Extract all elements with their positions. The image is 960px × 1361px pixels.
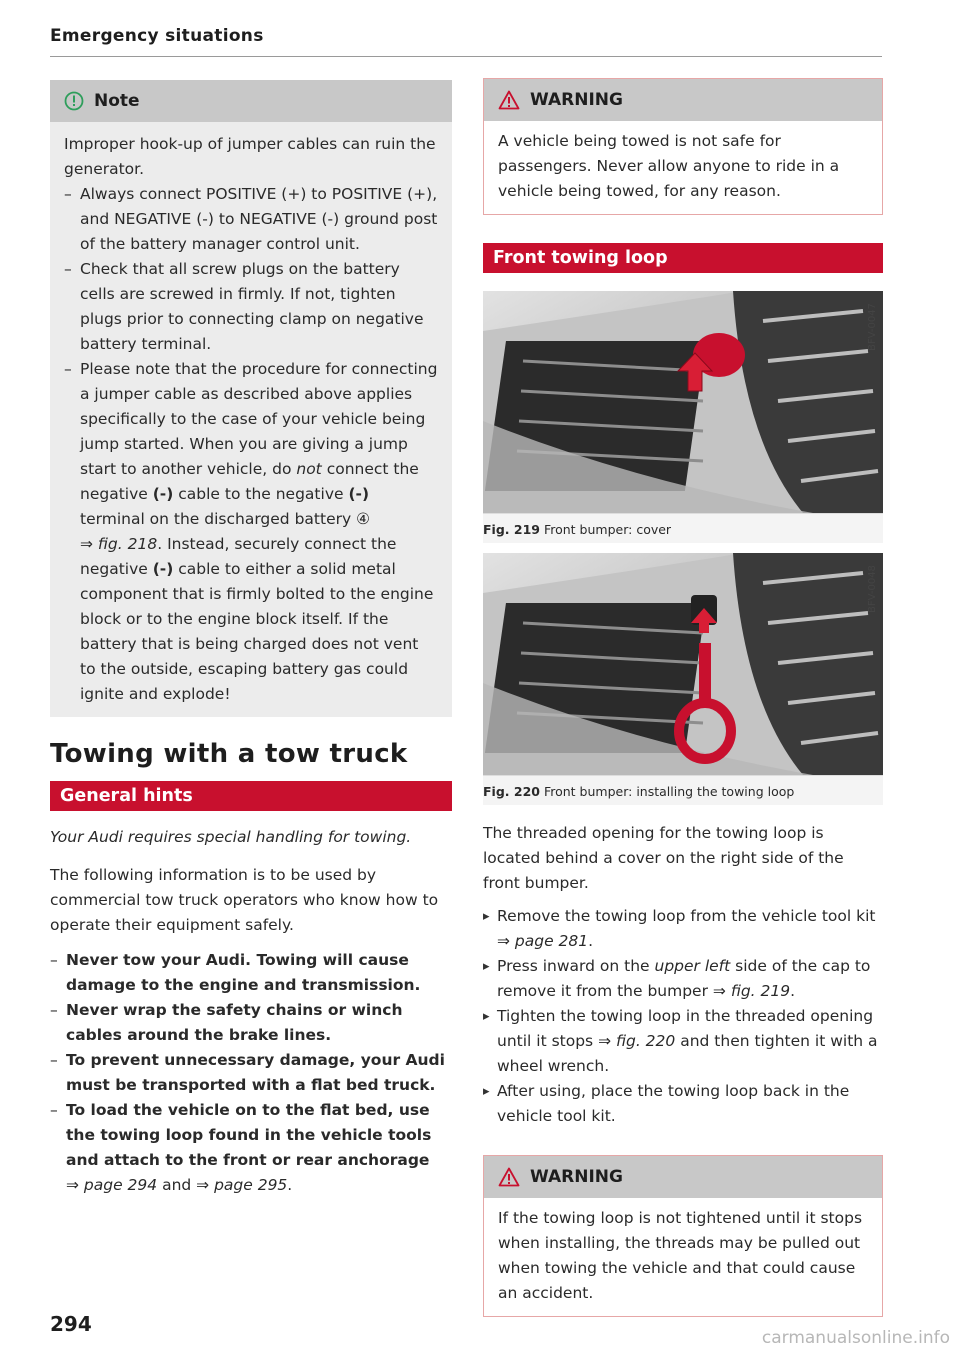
towing-rules-list — [50, 948, 452, 1198]
fig-reference-link[interactable]: ⇒ fig. 220 — [598, 1032, 676, 1050]
note-item: – Check that all screw plugs on the battery cells are screwed in firmly. If not, tighten plugs prior to connecting clamp on negative battery terminal. — [64, 257, 438, 357]
fig-reference-link[interactable]: ⇒ fig. 218 — [80, 535, 158, 553]
towing-rule: – Never tow your Audi. Towing will cause damage to the engine and transmission. — [50, 948, 452, 998]
towing-heading: Towing with a tow truck — [50, 739, 408, 769]
warning-box — [483, 1155, 883, 1317]
circled-number: ④ — [356, 510, 370, 528]
figure-220 — [483, 553, 883, 805]
towing-loop-install-image — [483, 553, 883, 775]
figure-219 — [483, 291, 883, 543]
warning-triangle-icon — [498, 1167, 520, 1187]
front-towing-loop-heading: Front towing loop — [483, 243, 883, 273]
instruction-steps — [483, 904, 883, 1129]
note-intro: Improper hook-up of jumper cables can ruin the generator. — [64, 135, 436, 178]
info-circle-icon — [64, 91, 84, 111]
page-reference-link[interactable]: ⇒ page 281 — [497, 932, 589, 950]
page-header — [50, 26, 882, 57]
warning-triangle-icon — [498, 90, 520, 110]
figure-code: BFV-0047 — [867, 303, 878, 351]
general-hints-heading: General hints — [50, 781, 452, 811]
note-header — [50, 80, 452, 122]
towing-paragraph: The following information is to be used by commercial tow truck operators who know how to operate their equipment safely. — [50, 866, 439, 934]
header-divider — [50, 56, 882, 57]
towing-rule: – Never wrap the safety chains or winch cables around the brake lines. — [50, 998, 452, 1048]
towing-rule: – To load the vehicle on to the flat bed, use the towing loop found in the vehicle tools and attach to the front or rear anchorage ⇒ page 294 and ⇒ page 295. — [50, 1098, 452, 1198]
figure-code: BFV-0048 — [867, 565, 878, 613]
front-bumper-cover-image — [483, 291, 883, 513]
note-box — [50, 80, 452, 717]
warning-text: If the towing loop is not tightened until it stops when installing, the threads may be pulled out when towing the vehicle and that could cause an accident. — [498, 1209, 863, 1302]
watermark-text: carmanualsonline.info — [761, 1328, 950, 1348]
warning-title: WARNING — [530, 1167, 623, 1187]
note-body — [50, 122, 452, 707]
warning-header — [484, 79, 882, 121]
section-title: Emergency situations — [50, 26, 264, 46]
right-column — [483, 78, 883, 1317]
figure-caption: Fig. 219 Front bumper: cover — [483, 513, 883, 543]
towing-loop-paragraph: The threaded opening for the towing loop is located behind a cover on the right side of the front bumper. — [483, 824, 844, 892]
page-reference-link[interactable]: ⇒ page 294 — [66, 1176, 158, 1194]
warning-text: A vehicle being towed is not safe for passengers. Never allow anyone to ride in a vehicle being towed, for any reason. — [498, 132, 840, 200]
towing-intro: Your Audi requires special handling for towing. — [50, 828, 412, 846]
instruction-step: ▸ Remove the towing loop from the vehicle tool kit ⇒ page 281. — [483, 904, 883, 954]
note-title: Note — [94, 91, 140, 111]
instruction-step: ▸ Tighten the towing loop in the threaded opening until it stops ⇒ fig. 220 and then tighten it with a wheel wrench. — [483, 1004, 883, 1079]
left-column — [50, 80, 452, 1198]
towing-rule: – To prevent unnecessary damage, your Audi must be transported with a flat bed truck. — [50, 1048, 452, 1098]
figure-caption: Fig. 220 Front bumper: installing the towing loop — [483, 775, 883, 805]
instruction-step: ▸ Press inward on the upper left side of the cap to remove it from the bumper ⇒ fig. 219. — [483, 954, 883, 1004]
note-list — [64, 182, 438, 707]
note-item: – Always connect POSITIVE (+) to POSITIVE (+), and NEGATIVE (-) to NEGATIVE (-) ground post of the battery manager control unit. — [64, 182, 438, 257]
fig-reference-link[interactable]: ⇒ fig. 219 — [712, 982, 791, 1000]
warning-header — [484, 1156, 882, 1198]
warning-box — [483, 78, 883, 215]
page-number: 294 — [50, 1312, 92, 1336]
note-item: – Please note that the procedure for connecting a jumper cable as described above applies specifically to the case of your vehicle being jump started. When you are giving a jump start to another vehicle, do not connect the negative (-) cable to the negative (-) terminal on the discharged battery ④ ⇒ fig. 218. Instead, securely connect the negative (-) cable to either a solid metal component that is firmly bolted to the engine block or to the engine block itself. If the battery that is being charged does not vent to the outside, escaping battery gas could ignite and explode! — [64, 357, 438, 707]
warning-title: WARNING — [530, 90, 623, 110]
instruction-step: ▸ After using, place the towing loop back in the vehicle tool kit. — [483, 1079, 883, 1129]
page-reference-link[interactable]: ⇒ page 295 — [196, 1176, 288, 1194]
